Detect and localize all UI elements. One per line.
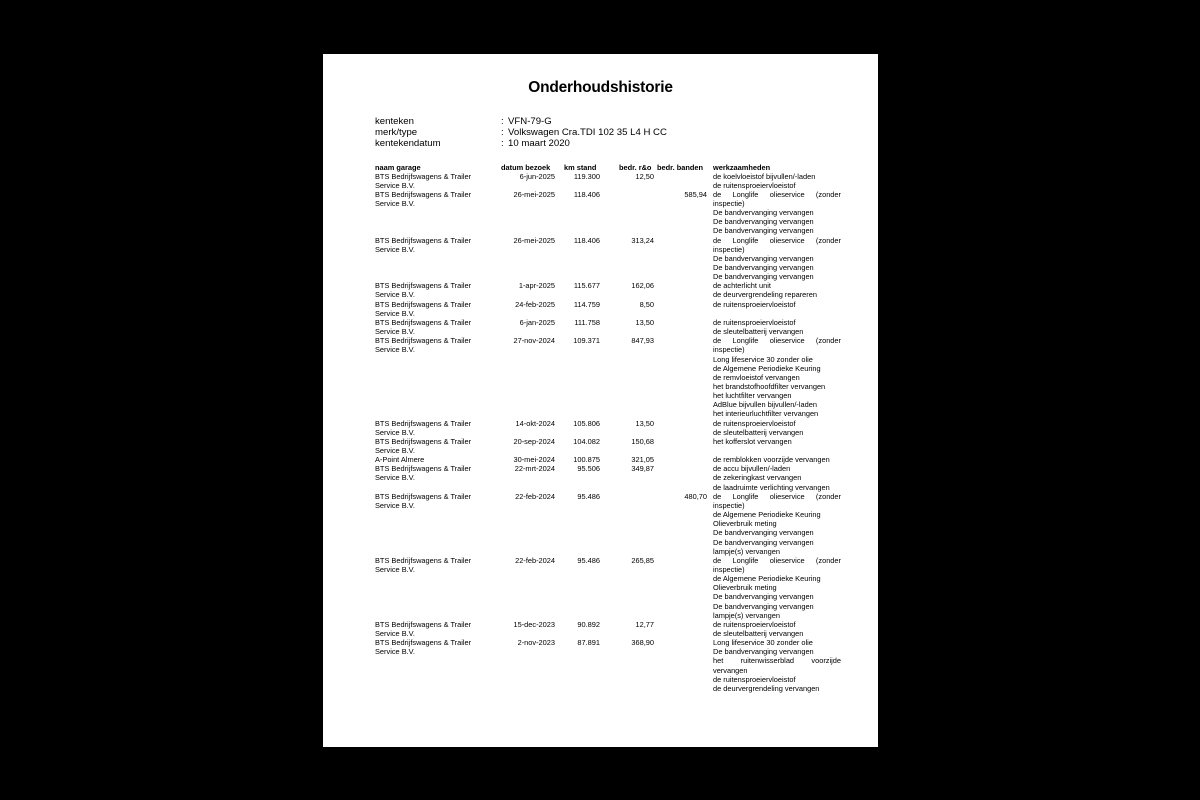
work-line: De bandvervanging vervangen <box>713 592 814 602</box>
table-row <box>323 236 878 282</box>
work-line: de achterlicht unit <box>713 281 771 291</box>
km-reading: 87.891 <box>577 638 600 648</box>
work-line: de ruitensproeiervloeistof <box>713 674 796 684</box>
visit-date: 22-feb-2024 <box>515 491 555 501</box>
work-line: het kofferslot vervangen <box>713 436 792 446</box>
garage-name-line: Service B.V. <box>375 308 415 318</box>
garage-name-line: BTS Bedrijfswagens & Trailer <box>375 638 472 648</box>
garage-name-line: BTS Bedrijfswagens & Trailer <box>375 436 472 446</box>
garage-name-line: A-Point Almere <box>375 455 425 465</box>
table-row <box>323 638 878 693</box>
work-line: het brandstofhoofdfilter vervangen <box>713 381 826 391</box>
work-line: inspectie) <box>713 345 745 355</box>
work-line: de koelvloeistof bijvullen/-laden <box>713 171 816 181</box>
work-line: De bandvervanging vervangen <box>713 208 814 218</box>
amount-tyres: 480,70 <box>684 491 707 501</box>
work-line: de Longlife olieservice (zonder <box>713 336 841 346</box>
work-line: De bandvervanging vervangen <box>713 537 814 547</box>
table-row <box>323 620 878 638</box>
work-line: de deurvergrendeling vervangen <box>713 683 820 693</box>
meta-label: kenteken <box>375 116 414 127</box>
km-reading: 100.875 <box>573 455 600 465</box>
garage-name-line: BTS Bedrijfswagens & Trailer <box>375 336 472 346</box>
garage-name <box>375 281 495 299</box>
amount-r-and-o: 265,85 <box>631 555 654 565</box>
work-description <box>713 437 841 446</box>
work-description <box>713 464 841 491</box>
visit-date: 22-mrt-2024 <box>514 464 555 474</box>
amount-r-and-o: 368,90 <box>631 638 654 648</box>
garage-name <box>375 190 495 208</box>
km-reading: 114.759 <box>573 299 600 309</box>
work-line: lampje(s) vervangen <box>713 610 780 620</box>
garage-name <box>375 464 495 482</box>
table-row <box>323 318 878 336</box>
garage-name <box>375 455 495 464</box>
work-line: vervangen <box>713 665 748 675</box>
garage-name-line: Service B.V. <box>375 427 415 437</box>
meta-separator: : <box>501 116 504 127</box>
visit-date: 14-okt-2024 <box>515 418 555 428</box>
work-line: de ruitensproeiervloeistof <box>713 619 796 629</box>
work-line: inspectie) <box>713 244 745 254</box>
garage-name <box>375 620 495 638</box>
garage-name-line: BTS Bedrijfswagens & Trailer <box>375 317 472 327</box>
visit-date: 22-feb-2024 <box>515 555 555 565</box>
meta-value: Volkswagen Cra.TDI 102 35 L4 H CC <box>508 127 667 138</box>
header-banden: bedr. banden <box>657 163 703 172</box>
work-line: de remblokken voorzijde vervangen <box>713 455 830 465</box>
amount-r-and-o: 8,50 <box>639 299 654 309</box>
km-reading: 95.506 <box>577 464 600 474</box>
km-reading: 119.300 <box>573 171 600 181</box>
garage-name-line: Service B.V. <box>375 473 415 483</box>
garage-name-line: BTS Bedrijfswagens & Trailer <box>375 171 472 181</box>
amount-r-and-o: 13,50 <box>635 418 654 428</box>
amount-r-and-o: 12,50 <box>635 171 654 181</box>
table-row <box>323 455 878 464</box>
visit-date: 2-nov-2023 <box>517 638 555 648</box>
header-ro: bedr. r&o <box>619 163 652 172</box>
garage-name-line: Service B.V. <box>375 180 415 190</box>
work-line: de sleutelbatterij vervangen <box>713 327 804 337</box>
work-line: De bandvervanging vervangen <box>713 226 814 236</box>
garage-name-line: BTS Bedrijfswagens & Trailer <box>375 299 472 309</box>
header-work: werkzaamheden <box>713 163 771 172</box>
amount-tyres: 585,94 <box>684 189 707 199</box>
garage-name-line: Service B.V. <box>375 327 415 337</box>
table-row <box>323 172 878 190</box>
work-description <box>713 620 841 638</box>
garage-name-line: Service B.V. <box>375 647 415 657</box>
work-description <box>713 556 841 620</box>
garage-name <box>375 437 495 455</box>
km-reading: 104.082 <box>573 436 600 446</box>
km-reading: 118.406 <box>573 189 600 199</box>
work-line: de Longlife olieservice (zonder <box>713 555 841 565</box>
km-reading: 115.677 <box>573 281 600 291</box>
work-description <box>713 336 841 418</box>
table-row <box>323 492 878 556</box>
table-row <box>323 336 878 418</box>
table-row <box>323 281 878 299</box>
amount-r-and-o: 321,05 <box>631 455 654 465</box>
garage-name-line: Service B.V. <box>375 198 415 208</box>
visit-date: 20-sep-2024 <box>513 436 555 446</box>
garage-name-line: Service B.V. <box>375 564 415 574</box>
garage-name <box>375 556 495 574</box>
work-line: de sleutelbatterij vervangen <box>713 629 804 638</box>
table-row <box>323 190 878 236</box>
garage-name <box>375 492 495 510</box>
garage-name-line: Service B.V. <box>375 629 415 638</box>
garage-name-line: BTS Bedrijfswagens & Trailer <box>375 189 472 199</box>
visit-date: 26-mei-2025 <box>513 235 555 245</box>
km-reading: 90.892 <box>577 619 600 629</box>
meta-separator: : <box>501 127 504 138</box>
work-line: Long lifeservice 30 zonder olie <box>713 638 813 648</box>
work-line: de laadruimte verlichting vervangen <box>713 482 830 492</box>
garage-name-line: BTS Bedrijfswagens & Trailer <box>375 235 472 245</box>
garage-name <box>375 236 495 254</box>
work-line: De bandvervanging vervangen <box>713 647 814 657</box>
garage-name-line: BTS Bedrijfswagens & Trailer <box>375 281 472 291</box>
work-line: AdBlue bijvullen bijvullen/-laden <box>713 400 817 410</box>
garage-name-line: Service B.V. <box>375 290 415 300</box>
table-row <box>323 464 878 491</box>
work-line: De bandvervanging vervangen <box>713 217 814 227</box>
amount-r-and-o: 12,77 <box>635 619 654 629</box>
table-row <box>323 419 878 437</box>
work-line: het luchtfilter vervangen <box>713 391 792 401</box>
amount-r-and-o: 847,93 <box>631 336 654 346</box>
work-line: inspectie) <box>713 500 745 510</box>
visit-date: 1-apr-2025 <box>518 281 555 291</box>
garage-name-line: Service B.V. <box>375 345 415 355</box>
work-line: de ruitensproeiervloeistof <box>713 418 796 428</box>
document-title: Onderhoudshistorie <box>528 79 673 96</box>
work-description <box>713 492 841 556</box>
km-reading: 95.486 <box>577 491 600 501</box>
work-line: de Algemene Periodieke Keuring <box>713 363 821 373</box>
work-line: de Longlife olieservice (zonder <box>713 491 841 501</box>
visit-date: 27-nov-2024 <box>513 336 555 346</box>
work-line: de deurvergrendeling repareren <box>713 290 817 300</box>
work-line: inspectie) <box>713 564 745 574</box>
work-line: Olieverbruik meting <box>713 519 777 529</box>
visit-date: 15-dec-2023 <box>513 619 555 629</box>
work-line: de sleutelbatterij vervangen <box>713 427 804 437</box>
garage-name <box>375 318 495 336</box>
amount-r-and-o: 150,68 <box>631 436 654 446</box>
km-reading: 118.406 <box>573 235 600 245</box>
meta-row-kenteken <box>375 116 552 127</box>
meta-row-kentekendatum <box>375 138 570 149</box>
work-line: de Longlife olieservice (zonder <box>713 235 841 245</box>
work-line: de ruitensproeiervloeistof <box>713 299 796 309</box>
work-line: de Algemene Periodieke Keuring <box>713 510 821 520</box>
work-line: het interieurluchtfilter vervangen <box>713 409 819 419</box>
work-line: de ruitensproeiervloeistof <box>713 317 796 327</box>
work-line: De bandvervanging vervangen <box>713 528 814 538</box>
table-row <box>323 300 878 318</box>
km-reading: 105.806 <box>573 418 600 428</box>
work-line: Olieverbruik meting <box>713 583 777 593</box>
work-line: De bandvervanging vervangen <box>713 253 814 263</box>
meta-label: merk/type <box>375 127 418 138</box>
work-line: lampje(s) vervangen <box>713 546 780 556</box>
garage-name-line: Service B.V. <box>375 244 415 254</box>
garage-name <box>375 336 495 354</box>
work-line: het ruitenwisserblad voorzijde <box>713 656 841 666</box>
meta-row-merk-type <box>375 127 667 138</box>
km-reading: 109.371 <box>573 336 600 346</box>
work-line: Long lifeservice 30 zonder olie <box>713 354 813 364</box>
document-page <box>323 54 878 747</box>
work-line: De bandvervanging vervangen <box>713 601 814 611</box>
amount-r-and-o: 313,24 <box>631 235 654 245</box>
km-reading: 95.486 <box>577 555 600 565</box>
garage-name-line: Service B.V. <box>375 446 415 455</box>
km-reading: 111.758 <box>574 317 600 327</box>
header-km: km stand <box>564 163 597 172</box>
header-garage: naam garage <box>375 163 421 172</box>
work-description <box>713 281 841 299</box>
amount-r-and-o: 13,50 <box>635 317 654 327</box>
garage-name-line: BTS Bedrijfswagens & Trailer <box>375 491 472 501</box>
work-line: de ruitensproeiervloeistof <box>713 180 796 190</box>
garage-name <box>375 172 495 190</box>
work-line: De bandvervanging vervangen <box>713 263 814 273</box>
work-line: de zekeringkast vervangen <box>713 473 802 483</box>
table-row <box>323 556 878 620</box>
garage-name <box>375 419 495 437</box>
visit-date: 6-jun-2025 <box>519 171 555 181</box>
work-description <box>713 172 841 190</box>
work-description <box>713 190 841 236</box>
garage-name-line: BTS Bedrijfswagens & Trailer <box>375 464 472 474</box>
work-description <box>713 236 841 282</box>
meta-value: 10 maart 2020 <box>508 138 570 149</box>
visit-date: 26-mei-2025 <box>513 189 555 199</box>
garage-name-line: BTS Bedrijfswagens & Trailer <box>375 619 472 629</box>
table-row <box>323 437 878 455</box>
work-line: de Longlife olieservice (zonder <box>713 189 841 199</box>
garage-name <box>375 300 495 318</box>
work-line: De bandvervanging vervangen <box>713 272 814 282</box>
work-description <box>713 300 841 309</box>
garage-name <box>375 638 495 656</box>
work-line: de remvloeistof vervangen <box>713 372 800 382</box>
header-date: datum bezoek <box>501 163 551 172</box>
visit-date: 30-mei-2024 <box>513 455 555 465</box>
garage-name-line: Service B.V. <box>375 500 415 510</box>
meta-separator: : <box>501 138 504 149</box>
work-description <box>713 419 841 437</box>
garage-name-line: BTS Bedrijfswagens & Trailer <box>375 418 472 428</box>
visit-date: 24-feb-2025 <box>515 299 555 309</box>
visit-date: 6-jan-2025 <box>519 317 555 327</box>
work-line: inspectie) <box>713 198 745 208</box>
meta-label: kentekendatum <box>375 138 441 149</box>
work-description <box>713 455 841 464</box>
work-line: de accu bijvullen/-laden <box>713 464 791 474</box>
work-line: de Algemene Periodieke Keuring <box>713 574 821 584</box>
work-description <box>713 318 841 336</box>
garage-name-line: BTS Bedrijfswagens & Trailer <box>375 555 472 565</box>
work-description <box>713 638 841 693</box>
amount-r-and-o: 349,87 <box>631 464 654 474</box>
amount-r-and-o: 162,06 <box>631 281 654 291</box>
meta-value: VFN-79-G <box>508 116 552 127</box>
